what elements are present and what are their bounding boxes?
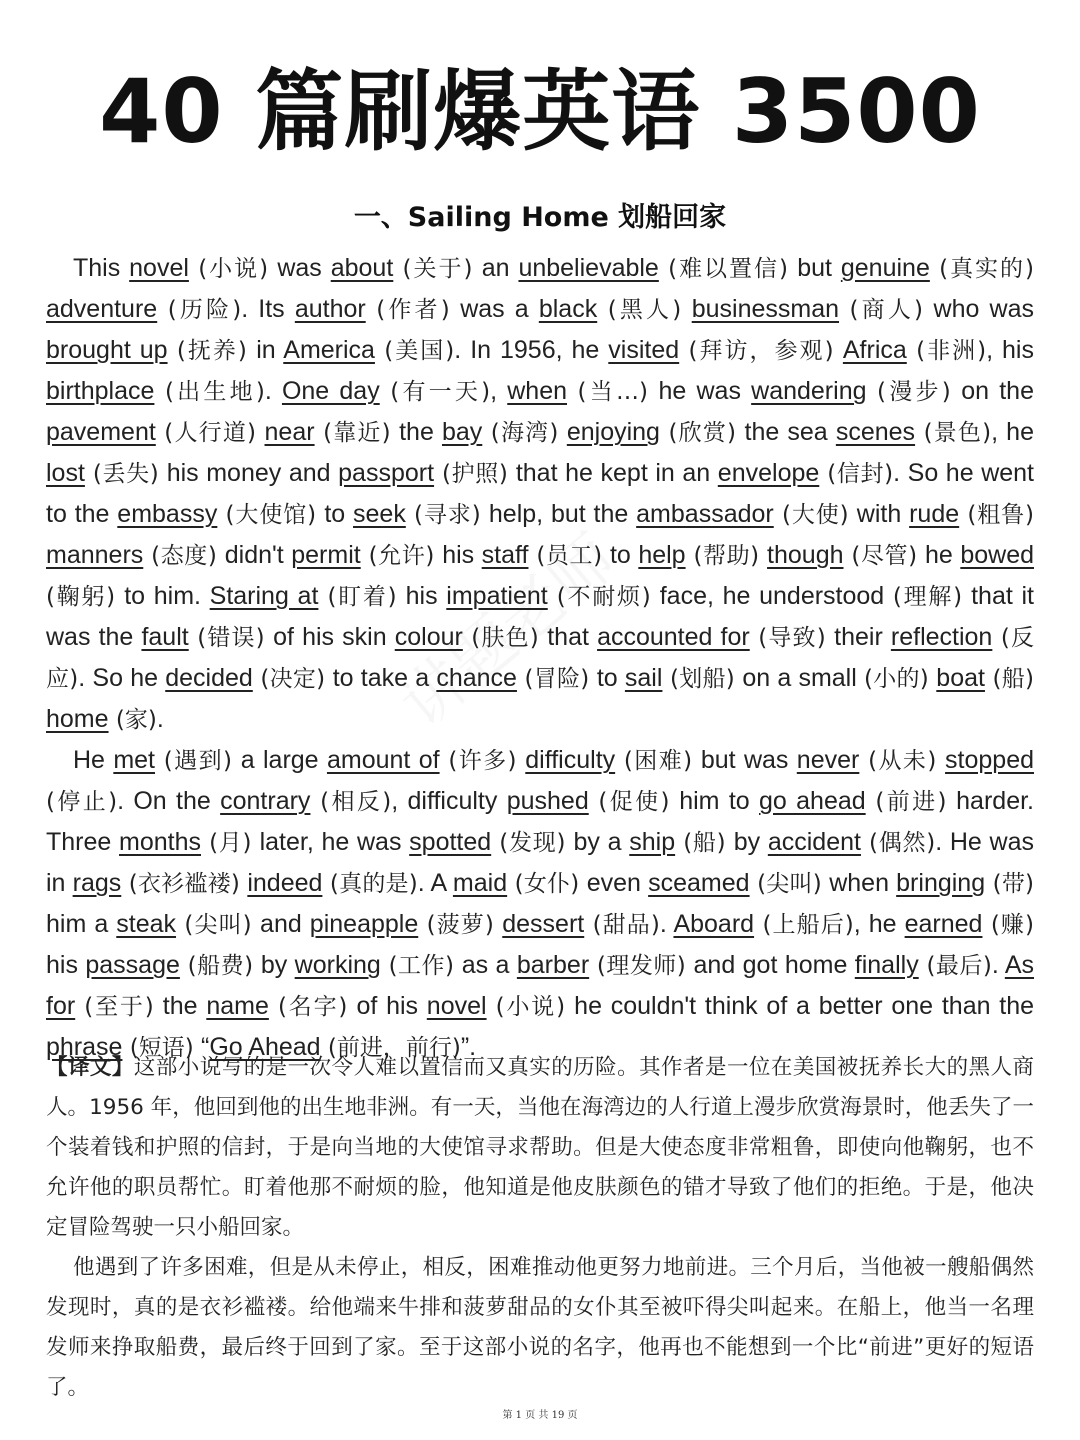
passage-text: on the: [961, 377, 1034, 405]
vocab-word: author: [294, 295, 366, 323]
vocab-word: about: [330, 254, 394, 282]
vocab-gloss: (从未): [859, 748, 946, 774]
vocab-gloss: (难以置信): [658, 256, 798, 282]
vocab-gloss: (漫步): [866, 379, 962, 405]
page-title: 40 篇刷爆英语 3500: [99, 60, 981, 163]
vocab-gloss: (欣赏): [659, 420, 745, 446]
passage-text: , he: [991, 418, 1034, 446]
vocab-gloss: (不耐烦): [547, 584, 660, 610]
vocab-gloss: (赚): [982, 912, 1034, 938]
vocab-gloss: (丢失): [84, 461, 167, 487]
passage-text: the: [399, 418, 442, 446]
passage-text: to him.: [124, 582, 210, 610]
vocab-word: dessert: [502, 910, 585, 938]
vocab-gloss: (人行道): [155, 420, 265, 446]
vocab-word: fault: [141, 623, 189, 651]
passage-text: ,: [853, 910, 861, 938]
vocab-gloss: (盯着): [318, 584, 406, 610]
vocab-gloss: (非洲): [906, 338, 987, 364]
passage-text: .: [991, 951, 1005, 979]
vocab-word: spotted: [409, 828, 492, 856]
vocab-word: As for: [46, 951, 1035, 1020]
vocab-word: colour: [394, 623, 463, 651]
vocab-word: indeed: [247, 869, 323, 897]
vocab-gloss: (甜品): [584, 912, 660, 938]
vocab-word: staff: [481, 541, 529, 569]
vocab-gloss: (海湾): [482, 420, 567, 446]
vocab-word: genuine: [840, 254, 930, 282]
vocab-gloss: (信封): [819, 461, 894, 487]
vocab-gloss: (大使): [773, 502, 857, 528]
passage-text: on a small: [742, 664, 864, 692]
vocab-word: passage: [85, 951, 180, 979]
vocab-word: ship: [629, 828, 676, 856]
passage-text: to: [609, 541, 639, 569]
vocab-gloss: (粗鲁): [959, 502, 1035, 528]
vocab-word: barber: [516, 951, 590, 979]
passage-text: his money and: [166, 459, 339, 487]
passage-text: harder. Three: [46, 787, 1034, 856]
vocab-gloss: (困难): [615, 748, 701, 774]
passage-text: him to: [679, 787, 760, 815]
vocab-word: pushed: [506, 787, 589, 815]
vocab-gloss: (促使): [588, 789, 680, 815]
vocab-word: phrase: [46, 1033, 123, 1061]
vocab-word: scenes: [835, 418, 916, 446]
passage-text: their: [834, 623, 891, 651]
vocab-word: sceamed: [648, 869, 750, 897]
vocab-word: unbelievable: [518, 254, 659, 282]
vocab-gloss: (衣衫褴褛): [121, 871, 248, 897]
vocab-word: adventure: [46, 295, 158, 323]
vocab-word: never: [796, 746, 860, 774]
vocab-gloss: (当…): [567, 379, 659, 405]
vocab-gloss: (冒险): [516, 666, 597, 692]
vocab-gloss: (尖叫): [176, 912, 261, 938]
vocab-gloss: (允许): [360, 543, 443, 569]
vocab-word: bowed: [960, 541, 1034, 569]
vocab-word: contrary: [220, 787, 311, 815]
vocab-gloss: (至于): [75, 994, 163, 1020]
vocab-word: manners: [46, 541, 144, 569]
passage-text: who was: [933, 295, 1034, 323]
vocab-gloss: (尽管): [843, 543, 925, 569]
vocab-gloss: (小说): [486, 994, 575, 1020]
vocab-word: though: [767, 541, 844, 569]
passage-text: .: [156, 705, 164, 733]
vocab-gloss: (停止): [46, 789, 118, 815]
passage-text: , his: [986, 336, 1034, 364]
passage-text: that he kept in an: [515, 459, 718, 487]
vocab-gloss: (菠萝): [418, 912, 503, 938]
passage-text: even: [586, 869, 649, 897]
passage-paragraph-2: [46, 740, 1034, 1068]
vocab-word: lost: [46, 459, 85, 487]
passage-text: was a: [460, 295, 539, 323]
vocab-gloss: (关于): [393, 256, 482, 282]
vocab-word: decided: [165, 664, 253, 692]
passage-text: and got home: [693, 951, 855, 979]
vocab-word: impatient: [446, 582, 548, 610]
passage-text: to take a: [332, 664, 437, 692]
vocab-gloss: (船): [675, 830, 734, 856]
translation-label: 【译文】: [46, 1055, 134, 1080]
vocab-gloss: (鞠躬): [46, 584, 125, 610]
passage-text: that: [547, 623, 598, 651]
vocab-word: months: [119, 828, 201, 856]
vocab-gloss: (护照): [434, 461, 516, 487]
vocab-gloss: (错误): [188, 625, 274, 651]
vocab-gloss: (作者): [365, 297, 461, 323]
vocab-word: chance: [436, 664, 517, 692]
vocab-word: working: [294, 951, 381, 979]
vocab-gloss: (景色): [915, 420, 992, 446]
vocab-gloss: (靠近): [314, 420, 400, 446]
vocab-word: enjoying: [566, 418, 660, 446]
passage-text: he: [924, 541, 961, 569]
vocab-word: America: [283, 336, 375, 364]
vocab-word: birthplace: [46, 377, 155, 405]
passage-text: . On the: [117, 787, 221, 815]
passage-text: an: [481, 254, 519, 282]
vocab-gloss: (女仆): [507, 871, 587, 897]
vocab-gloss: (美国): [374, 338, 455, 364]
vocab-word: met: [113, 746, 156, 774]
vocab-word: maid: [452, 869, 508, 897]
vocab-word: embassy: [117, 500, 218, 528]
passage-text: in: [256, 336, 284, 364]
vocab-word: when: [507, 377, 568, 405]
vocab-word: home: [46, 705, 109, 733]
vocab-word: rags: [72, 869, 122, 897]
vocab-gloss: (许多): [439, 748, 526, 774]
vocab-word: wandering: [751, 377, 867, 405]
passage-text: the: [162, 992, 207, 1020]
vocab-gloss: (理发师): [589, 953, 694, 979]
translation-paragraph-2: 他遇到了许多困难，但是从未停止，相反，困难推动他更努力地前进。三个月后，当他被一艘船偶然发现时，真的是衣衫褴褛。给他端来牛排和菠萝甜品的女仆其至被吓得尖叫起来。在船上，他当一名理发师来挣取船费，最后终于回到了家。至于这部小说的名字，他再也不能想到一个比“前进”更好的短语了。: [46, 1255, 1034, 1400]
passage-text: . So he: [78, 664, 166, 692]
chinese-translation: [46, 1048, 1034, 1408]
passage-text: . A: [417, 869, 453, 897]
passage-text: his: [46, 951, 86, 979]
vocab-word: accounted for: [597, 623, 750, 651]
vocab-word: pavement: [46, 418, 156, 446]
vocab-word: businessman: [691, 295, 840, 323]
vocab-gloss: (家): [108, 707, 157, 733]
passage-text: later, he was: [259, 828, 410, 856]
passage-text: a large: [240, 746, 327, 774]
section-title: 一、Sailing Home 划船回家: [353, 202, 727, 233]
passage-text: with: [856, 500, 910, 528]
passage-text: he: [860, 910, 905, 938]
passage-text: . So he went to the: [46, 459, 1035, 528]
passage-text: that it was the: [46, 582, 1034, 651]
vocab-word: One day: [281, 377, 380, 405]
passage-text: ”.: [460, 1033, 477, 1061]
vocab-gloss: (小的): [863, 666, 937, 692]
vocab-word: ambassador: [636, 500, 774, 528]
passage-text: when: [829, 869, 897, 897]
passage-text: , difficulty: [391, 787, 507, 815]
passage-text: help, but the: [488, 500, 637, 528]
translation-text-1: 这部小说写的是一次令人难以置信而又真实的历险。其作者是一位在美国被抚养长大的黑人商人。1956 年，他回到他的出生地非洲。有一天，当他在海湾边的人行道上漫步欣赏海景时，他丢失了一个装着钱和护照的信封，于是向当地的大使馆寻求帮助。但是大使态度非常粗鲁，即使向他鞠躬，也不允许他的职员帮忙。盯着他那不耐烦的脸，他知道是他皮肤颜色的错才导致了他们的拒绝。于是，他决定冒险驾驶一只小船回家。: [46, 1055, 1034, 1240]
vocab-gloss: (带): [985, 871, 1035, 897]
vocab-gloss: (短语): [122, 1035, 202, 1061]
english-passage: [46, 248, 1034, 1068]
passage-text: to: [596, 664, 625, 692]
vocab-word: novel: [426, 992, 487, 1020]
vocab-word: near: [264, 418, 315, 446]
vocab-gloss: (有一天): [379, 379, 491, 405]
vocab-gloss: (偶然): [860, 830, 936, 856]
vocab-word: go ahead: [759, 787, 866, 815]
translation-paragraph-1: [46, 1048, 1034, 1248]
vocab-word: help: [638, 541, 686, 569]
passage-paragraph-1: [46, 248, 1034, 740]
vocab-gloss: (小说): [188, 256, 278, 282]
passage-text: him a: [46, 910, 117, 938]
passage-text: but was: [700, 746, 797, 774]
vocab-word: black: [538, 295, 598, 323]
passage-text: . Its: [241, 295, 295, 323]
passage-text: was: [277, 254, 331, 282]
passage-text: He: [73, 746, 114, 774]
passage-text: to: [324, 500, 354, 528]
vocab-word: brought up: [46, 336, 168, 364]
passage-text: but: [797, 254, 841, 282]
vocab-word: envelope: [717, 459, 820, 487]
passage-text: .: [659, 910, 674, 938]
passage-text: he couldn't think of a better one than the: [574, 992, 1035, 1020]
vocab-gloss: (船): [984, 666, 1035, 692]
vocab-word: steak: [116, 910, 177, 938]
vocab-word: novel: [129, 254, 189, 282]
vocab-word: Staring at: [209, 582, 319, 610]
passage-text: his: [405, 582, 447, 610]
vocab-word: boat: [936, 664, 985, 692]
page-number-footer: 第 1 页 共 19 页: [502, 1410, 578, 1421]
passage-text: .: [264, 377, 282, 405]
vocab-gloss: (遇到): [155, 748, 241, 774]
vocab-gloss: (上船后): [754, 912, 854, 938]
vocab-gloss: (前进，前行): [320, 1035, 461, 1061]
vocab-word: passport: [338, 459, 435, 487]
vocab-gloss: (寻求): [405, 502, 489, 528]
passage-text: by: [260, 951, 295, 979]
vocab-gloss: (商人): [839, 297, 934, 323]
vocab-word: accident: [767, 828, 861, 856]
passage-text: by: [733, 828, 768, 856]
vocab-word: visited: [608, 336, 680, 364]
vocab-word: pineapple: [309, 910, 419, 938]
vocab-word: finally: [854, 951, 919, 979]
passage-text: This: [73, 254, 130, 282]
vocab-gloss: (拜访，参观): [679, 338, 843, 364]
vocab-gloss: (真的是): [322, 871, 418, 897]
vocab-word: seek: [353, 500, 406, 528]
vocab-word: bringing: [896, 869, 986, 897]
passage-text: as a: [461, 951, 517, 979]
vocab-word: permit: [291, 541, 361, 569]
vocab-gloss: (名字): [268, 994, 357, 1020]
vocab-gloss: (相反): [310, 789, 392, 815]
vocab-gloss: (态度): [143, 543, 225, 569]
vocab-gloss: (最后): [918, 953, 992, 979]
vocab-word: amount of: [326, 746, 440, 774]
vocab-word: Go Ahead: [209, 1033, 321, 1061]
vocab-gloss: (月): [201, 830, 260, 856]
vocab-word: name: [206, 992, 269, 1020]
vocab-word: stopped: [945, 746, 1035, 774]
vocab-gloss: (大使馆): [217, 502, 325, 528]
passage-text: of his: [356, 992, 427, 1020]
vocab-gloss: (帮助): [685, 543, 768, 569]
vocab-word: reflection: [890, 623, 993, 651]
passage-text: ,: [490, 377, 508, 405]
vocab-gloss: (尖叫): [749, 871, 830, 897]
vocab-gloss: (前进): [865, 789, 957, 815]
passage-text: . He was in: [46, 828, 1034, 897]
passage-text: and: [260, 910, 310, 938]
vocab-gloss: (黑人): [597, 297, 692, 323]
passage-text: “: [201, 1033, 210, 1061]
vocab-word: earned: [904, 910, 983, 938]
passage-text: face, he understood: [659, 582, 893, 610]
vocab-gloss: (发现): [491, 830, 574, 856]
passage-text: by a: [573, 828, 630, 856]
vocab-gloss: (工作): [380, 953, 462, 979]
vocab-gloss: (理解): [892, 584, 972, 610]
vocab-word: Aboard: [673, 910, 755, 938]
passage-text: he was: [658, 377, 752, 405]
vocab-gloss: (反应): [46, 625, 1034, 692]
vocab-word: difficulty: [525, 746, 616, 774]
vocab-gloss: (决定): [252, 666, 333, 692]
passage-text: of his skin: [273, 623, 395, 651]
vocab-gloss: (抚养): [167, 338, 257, 364]
vocab-gloss: (肤色): [462, 625, 548, 651]
vocab-gloss: (出生地): [154, 379, 265, 405]
passage-text: didn't: [224, 541, 292, 569]
vocab-gloss: (历险): [157, 297, 242, 323]
passage-text: . In 1956, he: [454, 336, 609, 364]
vocab-gloss: (划船): [662, 666, 743, 692]
vocab-word: rude: [909, 500, 960, 528]
vocab-word: sail: [624, 664, 663, 692]
vocab-gloss: (真实的): [929, 256, 1034, 282]
passage-text: the sea: [744, 418, 836, 446]
vocab-word: bay: [441, 418, 483, 446]
vocab-gloss: (船费): [179, 953, 261, 979]
vocab-word: Africa: [842, 336, 907, 364]
vocab-gloss: (导致): [749, 625, 835, 651]
vocab-gloss: (员工): [528, 543, 610, 569]
passage-text: his: [442, 541, 482, 569]
